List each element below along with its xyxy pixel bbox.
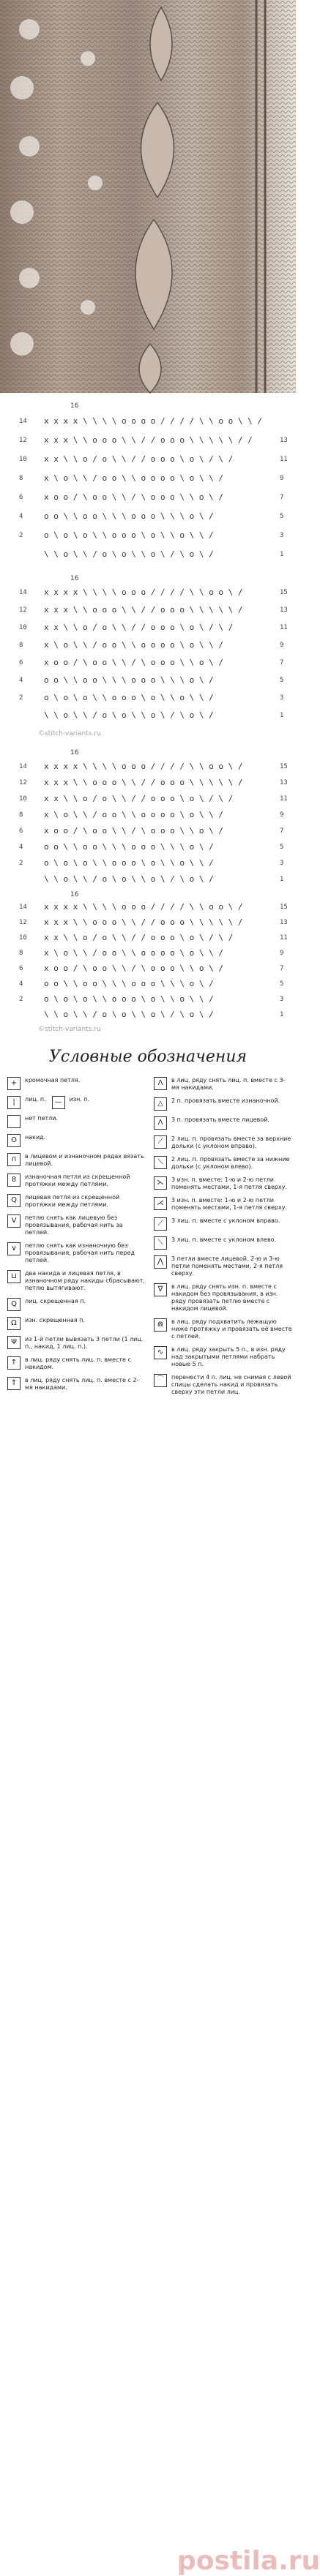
row-number-left: 2	[19, 996, 23, 1003]
row-symbols: \ \ o \ \ / o \ o \ \ o \ / \ o \ /	[44, 874, 214, 884]
chart-row	[0, 875, 296, 884]
row-number-left: 12	[19, 779, 27, 786]
row-symbols: x x x \ \ o o o \ \ / / o o o \ \ \ \ \ /	[44, 605, 243, 615]
legend-item	[7, 1096, 146, 1109]
row-number-left: 8	[19, 475, 23, 482]
legend-item	[7, 1356, 146, 1371]
row-number-left: 6	[19, 965, 23, 972]
row-number-right: 7	[280, 659, 284, 666]
stitch-symbol-icon: +	[7, 1077, 21, 1090]
chart-watermark: ©stitch-variants.ru	[38, 1026, 101, 1033]
row-number-left: 4	[19, 844, 23, 851]
chart-row	[0, 641, 296, 650]
legend-description: в лиц. ряду снять лиц. п. вместе с накидом.	[25, 1356, 131, 1370]
row-number-right: 3	[280, 860, 284, 867]
legend-item	[154, 1135, 293, 1150]
row-symbols: o o \ \ o o \ \ \ o o o \ \ \ o \ /	[44, 675, 214, 685]
legend-description: в лиц. ряду снять лиц. п. вместе с 3-мя накидами.	[171, 1077, 286, 1091]
legend-description: 3 п. провязать вместе лицевой.	[171, 1116, 269, 1123]
chart-row	[0, 588, 296, 597]
row-number-left: 12	[19, 919, 27, 926]
chart-row	[0, 711, 296, 720]
row-number-left: 14	[19, 418, 27, 425]
row-symbols: \ \ o \ \ / o \ o \ \ o \ / \ o \ /	[44, 549, 214, 559]
legend-description: изн. п.	[69, 1096, 90, 1103]
legend-description: 2 лиц. п. провязать вместе за верхние дольки (с уклоном вправо).	[171, 1135, 291, 1149]
row-number-left: 10	[19, 934, 27, 942]
chart-row	[0, 778, 296, 787]
row-number: 16	[70, 575, 79, 582]
legend-item	[154, 1217, 293, 1231]
legend-item	[7, 1214, 146, 1236]
stitch-symbol-icon: Ω	[7, 1317, 21, 1330]
row-number-left: 10	[19, 795, 27, 803]
row-number-left: 6	[19, 494, 23, 501]
row-symbols: \ \ o \ \ / o \ o \ \ o \ / \ o \ /	[44, 710, 214, 720]
legend-description: петлю снять как изнаночную без провязывания, рабочая нить перед петлей.	[25, 1242, 135, 1263]
chart-row	[0, 903, 296, 912]
stitch-symbol-icon: ⊔	[7, 1270, 21, 1283]
row-number-right: 3	[280, 532, 284, 539]
knitting-chart-1	[0, 394, 296, 745]
legend-title: Условные обозначения	[48, 1048, 248, 1066]
chart-row	[0, 512, 296, 521]
legend-description: из 1-й петли вывязать 3 петли (1 лиц. п., накид, 1 лиц. п.).	[25, 1336, 144, 1350]
row-symbols: o o \ \ o o \ \ \ o o o \ \ \ o \ /	[44, 511, 214, 521]
chart-row	[0, 493, 296, 502]
legend-description: лиц. п.	[25, 1096, 46, 1103]
chart-row	[0, 550, 296, 559]
row-number-left: 8	[19, 950, 23, 957]
chart-row	[0, 455, 296, 464]
row-symbols: x x \ \ o / o \ \ / / o o o \ o \ / \ /	[44, 454, 234, 464]
stitch-symbol-icon: ⟍	[154, 1156, 167, 1169]
row-symbols: x x x x \ \ \ \ o o o o / / / / \ \ o o \ \ /	[44, 416, 263, 426]
row-number-right: 9	[280, 642, 284, 649]
legend-item	[154, 1197, 293, 1212]
row-symbols: o \ o \ o \ \ o o o \ o \ \ o \ \ /	[44, 858, 214, 868]
row-symbols: o o \ \ o o \ \ \ o o o \ \ \ o \ /	[44, 979, 214, 988]
chart-row	[0, 795, 296, 803]
legend-description: 3 лиц. п. вместе с уклоном вправо.	[171, 1217, 280, 1224]
row-number-left: 12	[19, 437, 27, 444]
legend-item	[154, 1374, 293, 1396]
legend-description: 2 п. провязать вместе изнаночной.	[171, 1097, 280, 1104]
row-number-left: 8	[19, 642, 23, 649]
stitch-symbol-icon: V	[7, 1214, 21, 1228]
legend-description: 3 изн. п. вместе: 1-ю и 2-ю петли поменять местами, 1-я петля сверху.	[171, 1197, 288, 1211]
row-symbols: o \ o \ o \ \ o o o \ o \ \ o \ \ /	[44, 530, 214, 540]
legend-item	[154, 1318, 293, 1340]
legend-description: в лиц. ряду снять изн. п. вместе с накидом без провязывания, в изн. ряду провязать петлю вместе с накидом лицевой.	[171, 1283, 278, 1312]
row-symbols: \ \ o \ \ / o \ o \ \ o \ / \ o \ /	[44, 1010, 214, 1019]
row-number-right: 9	[280, 475, 284, 482]
legend-description: 2 лиц. п. провязать вместе за нижние дольки (с уклоном влево).	[171, 1156, 290, 1170]
legend-description: два накида и лицевая петля, в изнаночном ряду накиды сбрасывают, петлю вытягивают.	[25, 1270, 145, 1291]
chart-row	[0, 1010, 296, 1019]
chart-row	[0, 843, 296, 852]
stitch-symbol-icon: ⟋	[154, 1217, 167, 1231]
chart-row	[0, 949, 296, 958]
chart-row	[0, 676, 296, 685]
row-symbols: x x \ \ o / o \ \ / / o o o \ o \ / \ /	[44, 933, 234, 942]
chart-row	[0, 694, 296, 702]
stitch-symbol-icon: ∇	[154, 1283, 167, 1296]
legend-item	[7, 1194, 146, 1209]
row-number-right: 15	[280, 904, 288, 911]
row-number-left: 10	[19, 624, 27, 631]
row-symbols: x \ o \ \ / o o \ \ o o o o \ o \ \ /	[44, 810, 224, 819]
chart-row	[0, 762, 296, 771]
row-symbols: x o o / \ o o \ \ / \ o o o \ \ o \ /	[44, 826, 224, 835]
legend-description: в лиц. ряду снять лиц. п. вместе с 2-мя накидами.	[25, 1377, 139, 1391]
stitch-symbol-icon	[7, 1115, 21, 1128]
row-symbols: x x x \ \ o o o \ \ / / o o o \ \ \ \ \ /	[44, 917, 243, 927]
legend-item	[154, 1077, 293, 1092]
chart-row	[0, 811, 296, 819]
legend-item	[154, 1156, 293, 1171]
stitch-symbol-icon: O	[7, 1134, 21, 1147]
row-number-right: 11	[280, 934, 288, 942]
knitting-chart-2	[0, 745, 296, 1040]
legend-item	[154, 1116, 293, 1130]
chart-row	[0, 918, 296, 927]
chart-row	[0, 980, 296, 988]
legend-description: лиц. скрещенная п.	[25, 1298, 86, 1304]
row-number-right: 15	[280, 589, 288, 596]
row-number-right: 1	[280, 1011, 284, 1018]
chart-row	[0, 995, 296, 1004]
row-symbols: x x x x \ \ \ \ o o o / / / / \ \ o o \ /	[44, 587, 243, 597]
legend-description: в лиц. ряду закрыть 5 п., в изн. ряду над закрытыми петлями набрать новые 5 п.	[171, 1346, 286, 1367]
legend-description: 3 петли вместе лицевой. 2-ю и 3-ю петли поменять местами, 2-я петля сверху.	[171, 1255, 283, 1277]
stitch-symbol-icon: —	[52, 1096, 65, 1109]
row-number-right: 13	[280, 607, 288, 614]
chart-row	[0, 827, 296, 835]
legend-item	[7, 1115, 146, 1128]
row-number-right: 11	[280, 624, 288, 631]
legend-description: петлю снять как лицевую без провязывания, рабочая нить за петлей.	[25, 1214, 123, 1236]
stitch-symbol-icon: ↑	[7, 1356, 21, 1370]
stitch-symbol-icon: Λ	[154, 1116, 167, 1130]
row-number-left: 4	[19, 980, 23, 988]
row-number-right: 11	[280, 456, 288, 463]
legend-description: 3 изн. п. вместе: 1-ю и 2-ю петли поменять местами, 1-я петля сверху.	[171, 1176, 288, 1190]
row-number-left: 6	[19, 659, 23, 666]
legend-description: лицевая петля из скрещенной протяжки между петлями.	[25, 1194, 120, 1208]
row-symbols: x o o / \ o o \ \ / \ o o o \ \ o \ /	[44, 658, 224, 667]
legend-item	[154, 1236, 293, 1250]
legend-item	[7, 1153, 146, 1168]
chart-row	[0, 934, 296, 942]
legend-description: в лиц. ряду подхватить лежащую ниже протяжку и провязать её вместе с петлей.	[171, 1318, 292, 1340]
stitch-symbol-icon: ⌒	[154, 1374, 167, 1387]
lace-pattern-illustration	[0, 0, 296, 393]
legend-description: в лицевом и изнаночном рядах вязать лицевой.	[25, 1153, 144, 1167]
legend-item	[154, 1255, 293, 1277]
chart-row	[0, 531, 296, 540]
row-number-right: 9	[280, 950, 284, 957]
row-number-right: 15	[280, 763, 288, 770]
legend-description: изн. скрещенная п.	[25, 1317, 85, 1323]
row-symbols: x x x \ \ o o o \ \ / / o o o \ \ \ \ \ / /	[44, 435, 253, 445]
row-number-left: 10	[19, 456, 27, 463]
stitch-symbol-icon: △	[154, 1097, 167, 1111]
row-symbols: x x x x \ \ \ \ o o o / / / / \ \ o o \ /	[44, 762, 243, 771]
row-symbols: x \ o \ \ / o o \ \ o o o o \ o \ \ /	[44, 948, 224, 958]
row-number-left: 14	[19, 904, 27, 911]
stitch-symbol-icon: Λ	[154, 1077, 167, 1090]
legend-description: 3 лиц. п. вместе с уклоном влево.	[171, 1236, 277, 1243]
row-number-left: 4	[19, 513, 23, 520]
stitch-symbol-icon: Ψ	[7, 1336, 21, 1349]
chart-row	[0, 964, 296, 973]
chart-row	[0, 623, 296, 632]
chart-row	[0, 417, 296, 426]
row-number-right: 13	[280, 779, 288, 786]
row-symbols: x o o / \ o o \ \ / \ o o o \ \ o \ /	[44, 964, 224, 973]
stitch-symbol-icon: ⋒	[154, 1318, 167, 1332]
row-number-right: 5	[280, 513, 284, 520]
legend-item	[7, 1174, 146, 1188]
row-number-right: 3	[280, 996, 284, 1003]
legend-column-left	[7, 1077, 146, 1397]
row-symbols: x x x x \ \ \ \ o o o / / / / \ \ o o \ /	[44, 902, 243, 912]
legend-item	[7, 1298, 146, 1311]
stitch-symbol-icon: ⇑	[7, 1377, 21, 1390]
row-number-right: 1	[280, 712, 284, 719]
row-number-left: 6	[19, 827, 23, 835]
stitch-symbol-icon: ⋀	[154, 1255, 167, 1269]
legend-description: нет петли.	[25, 1115, 59, 1122]
row-number-right: 13	[280, 437, 288, 444]
legend-panel	[0, 1040, 320, 2576]
legend-item	[7, 1317, 146, 1330]
row-number-right: 7	[280, 965, 284, 972]
legend-item	[7, 1336, 146, 1351]
row-symbols: x x \ \ o / o \ \ / / o o o \ o \ / \ /	[44, 794, 234, 803]
chart-row	[0, 859, 296, 868]
legend-item	[7, 1377, 146, 1392]
legend-item	[154, 1176, 293, 1191]
row-number-right: 7	[280, 494, 284, 501]
stitch-symbol-icon: Q	[7, 1298, 21, 1311]
row-number-right: 1	[280, 876, 284, 883]
row-number-right: 3	[280, 694, 284, 702]
row-symbols: o o \ \ o o \ \ \ o o o \ \ \ o \ /	[44, 842, 214, 852]
row-symbols: o \ o \ o \ \ o o o \ o \ \ o \ \ /	[44, 994, 214, 1004]
row-number-right: 5	[280, 677, 284, 684]
stitch-symbol-icon: ⋌	[154, 1197, 167, 1210]
row-number: 16	[70, 891, 79, 898]
row-number-left: 2	[19, 860, 23, 867]
row-number-left: 14	[19, 589, 27, 596]
stitch-symbol-icon: |	[7, 1096, 21, 1109]
legend-item	[154, 1097, 293, 1111]
chart-row	[0, 658, 296, 667]
row-symbols: x \ o \ \ / o o \ \ o o o o \ o \ \ /	[44, 640, 224, 650]
legend-description: изнаночная петля из скрещенной протяжки между петлями.	[25, 1174, 130, 1187]
stitch-symbol-icon: ∿	[154, 1346, 167, 1359]
legend-item	[7, 1134, 146, 1147]
stitch-symbol-icon: ⟋	[154, 1135, 167, 1149]
legend-item	[154, 1283, 293, 1313]
row-number-left: 14	[19, 763, 27, 770]
row-number-left: 8	[19, 811, 23, 819]
knitted-lace-photo	[0, 0, 296, 393]
row-symbols: x o o / \ o o \ \ / \ o o o \ \ o \ /	[44, 492, 224, 502]
row-number-right: 5	[280, 980, 284, 988]
row-symbols: o \ o \ o \ \ o o o \ o \ \ o \ \ /	[44, 693, 214, 702]
stitch-symbol-icon: 8	[7, 1174, 21, 1187]
chart-row	[0, 436, 296, 445]
row-number-right: 7	[280, 827, 284, 835]
stitch-symbol-icon: Q	[7, 1194, 21, 1207]
row-symbols: x \ o \ \ / o o \ \ o o o o \ o \ \ /	[44, 473, 224, 483]
stitch-symbol-icon: ∨	[7, 1242, 21, 1255]
legend-column-right	[154, 1077, 293, 1402]
stitch-symbol-icon: ∩	[7, 1153, 21, 1166]
row-number-right: 5	[280, 844, 284, 851]
legend-description: кромочная петля.	[25, 1077, 81, 1084]
legend-description: накид.	[25, 1134, 46, 1141]
stitch-symbol-icon: ⟍	[154, 1236, 167, 1250]
row-symbols: x x \ \ o / o \ \ / / o o o \ o \ / \ /	[44, 623, 234, 632]
chart-row	[0, 606, 296, 615]
legend-item	[7, 1270, 146, 1292]
row-number-right: 11	[280, 795, 288, 803]
row-number: 16	[70, 749, 79, 756]
row-number-right: 9	[280, 811, 284, 819]
legend-item	[7, 1077, 146, 1090]
chart-row	[0, 474, 296, 483]
row-number-right: 1	[280, 551, 284, 558]
legend-item	[7, 1242, 146, 1264]
row-symbols: x x x \ \ o o o \ \ / / o o o \ \ \ \ \ /	[44, 778, 243, 787]
postila-watermark: postila.ru	[177, 2546, 320, 2576]
row-number: 16	[70, 402, 79, 410]
row-number-left: 4	[19, 677, 23, 684]
stitch-symbol-icon: ⋋	[154, 1176, 167, 1190]
row-number-right: 13	[280, 919, 288, 926]
row-number-left: 2	[19, 694, 23, 702]
chart-watermark: ©stitch-variants.ru	[38, 730, 101, 737]
row-number-left: 12	[19, 607, 27, 614]
legend-item	[154, 1346, 293, 1368]
row-number-left: 2	[19, 532, 23, 539]
legend-description: перенести 4 п. лиц. не снимая с левой спицы сделать накид и провязать сверху эти петли лиц.	[171, 1374, 291, 1395]
